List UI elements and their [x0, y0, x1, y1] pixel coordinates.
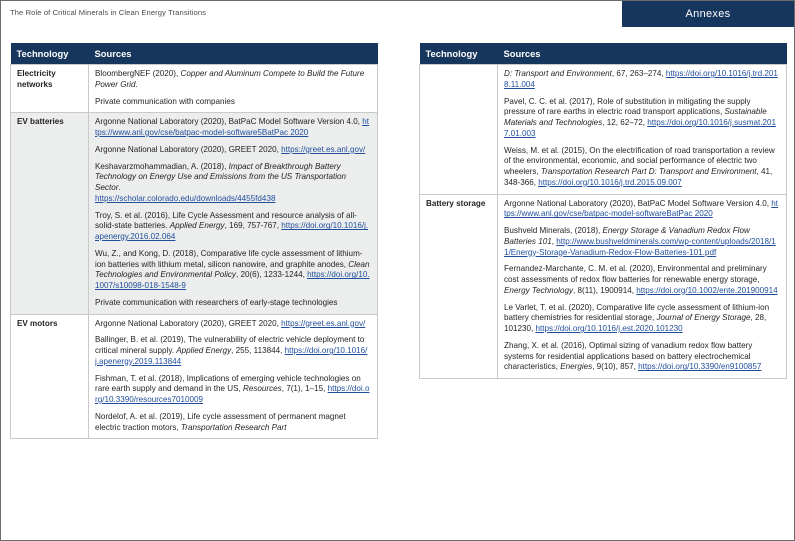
source-entry	[95, 335, 371, 367]
source-entry	[95, 145, 371, 156]
source-link[interactable]: https://www.anl.gov/cse/batpac-model-software5BatPac 2020	[95, 117, 370, 137]
source-link[interactable]: https://scholar.colorado.edu/downloads/4455fd438	[95, 193, 276, 203]
source-text: ,	[551, 236, 557, 246]
sources-table-left	[10, 43, 378, 439]
source-text: Fishman, T. et al. (2018), Implications of emerging vehicle technologies on rare earth supply and demand in the US,	[95, 373, 361, 394]
technology-cell: EV batteries	[11, 113, 89, 314]
source-text: Fernandez-Marchante, C. M. et al. (2020), Environmental and preliminary cost assessments of redox flow batteries for renewable energy storage,	[504, 264, 767, 284]
source-entry	[95, 298, 371, 309]
source-italic-text: Applied Energy	[176, 346, 232, 355]
source-italic-text: Resources	[243, 384, 282, 394]
source-text: , 255, 113844,	[231, 346, 285, 355]
source-link[interactable]: http://www.bushveldminerals.com/wp-content/uploads/2018/11/Energy-Storage-Vanadium-Redox-Flow-Batteries-101.pdf	[504, 236, 776, 257]
technology-cell: EV motors	[11, 314, 89, 439]
right-column	[419, 43, 787, 379]
source-entry	[504, 97, 780, 140]
column-header-sources: Sources	[89, 43, 378, 65]
left-column	[10, 43, 378, 439]
source-text: .	[118, 183, 121, 192]
column-header-technology: Technology	[11, 43, 89, 65]
source-italic-text: Transportation Research Part	[180, 422, 287, 432]
source-text: Private communication with researchers of early-stage technologies	[95, 297, 338, 307]
column-header-sources: Sources	[498, 43, 787, 65]
source-text: Argonne National Laboratory (2020), GREET 2020,	[95, 144, 282, 154]
source-text: Bushveld Minerals, (2018),	[504, 226, 603, 235]
source-entry	[95, 211, 371, 243]
source-italic-text: Sustainable Materials and Technologies	[504, 107, 767, 127]
running-title: The Role of Critical Minerals in Clean Energy Transitions	[10, 8, 207, 17]
source-link[interactable]: https://greet.es.anl.gov/	[281, 144, 366, 154]
source-link[interactable]: https://doi.org/10.1016/j.est.2020.101230	[535, 324, 683, 333]
source-text: Nordelof, A. et al. (2019), Life cycle assessment of permanent magnet electric traction motors,	[95, 411, 346, 432]
table-body-right	[420, 65, 787, 379]
sources-table-right	[419, 43, 787, 379]
source-link[interactable]: https://doi.org/10.1007/s10098-018-1548-9	[95, 270, 370, 290]
source-text: , 169, 757-767,	[224, 221, 282, 231]
source-link[interactable]: https://www.anl.gov/cse/batpac-model-softwareBatPac 2020	[504, 198, 779, 219]
source-entry	[95, 69, 371, 91]
source-text: BloombergNEF (2020),	[95, 69, 181, 78]
table-row	[420, 194, 787, 379]
source-link[interactable]: https://doi.org/10.1016/j.apenergy.2016.02.064	[95, 221, 369, 241]
source-entry	[504, 303, 780, 335]
column-header-technology: Technology	[420, 43, 498, 65]
source-link[interactable]: https://doi.org/10.1016/j.trd.2015.09.007	[538, 177, 682, 187]
table-header-row	[11, 43, 378, 65]
source-entry	[95, 117, 371, 139]
source-link[interactable]: https://doi.org/10.1002/ente.201900914	[636, 285, 778, 295]
source-text: Weiss, M. et al. (2015), On the electrification of road transportation a review of the environmental, economic, and social performance of electric two wheelers,	[504, 145, 775, 176]
page-header	[1, 1, 794, 27]
source-text: Private communication with companies	[95, 96, 235, 106]
source-italic-text: Energies	[560, 362, 593, 372]
table-row	[11, 113, 378, 314]
table-header-row	[420, 43, 787, 65]
source-text: Ballinger, B. et al. (2019), The vulnerability of electric vehicle deployment to critical mineral supply.	[95, 335, 365, 355]
technology-cell	[420, 65, 498, 195]
source-italic-text: Energy Technology	[504, 285, 573, 295]
table-body-left	[11, 65, 378, 439]
sources-cell	[89, 65, 378, 113]
source-link[interactable]: https://greet.es.anl.gov/	[281, 318, 366, 328]
source-text: , 9(10), 857,	[592, 362, 639, 372]
source-text: , 28, 101230,	[504, 313, 767, 333]
source-text: , 41, 348-366,	[504, 167, 773, 187]
source-text: Le Varlet, T. et al. (2020), Comparative life cycle assessment of lithium-ion battery chemistries for residential storage,	[504, 302, 770, 323]
source-entry	[504, 69, 780, 91]
technology-cell: Battery storage	[420, 194, 498, 379]
source-link[interactable]: https://doi.org/10.3390/resources7010009	[95, 384, 370, 404]
source-entry	[504, 341, 780, 373]
source-entry	[95, 162, 371, 205]
source-text: , 12, 62–72,	[602, 118, 648, 127]
source-entry	[95, 412, 371, 434]
source-text: Wu, Z., and Kong, D. (2018), Comparative life cycle assessment of lithium-ion batteries with lithium metal, silicon nanowire, and graphite anodes,	[95, 248, 363, 269]
source-text: Argonne National Laboratory (2020), BatPaC Model Software Version 4.0,	[95, 117, 363, 127]
source-text: , 67, 263–274,	[611, 69, 666, 78]
source-text: Keshavarzmohammadian, A. (2018),	[95, 161, 229, 171]
source-link[interactable]: https://doi.org/10.1016/j.trd.2018.11.004	[504, 69, 778, 89]
source-text: .	[135, 79, 138, 89]
source-italic-text: Journal of Energy Storage	[656, 313, 751, 323]
source-italic-text: Copper and Aluminum Compete to Build the Future Power Grid	[95, 69, 365, 89]
sources-cell	[89, 314, 378, 439]
source-entry	[95, 97, 371, 108]
source-text: Argonne National Laboratory (2020), BatPaC Model Software Version 4.0,	[504, 198, 772, 208]
technology-cell: Electricity networks	[11, 65, 89, 113]
sources-cell	[89, 113, 378, 314]
source-link[interactable]: https://doi.org/10.1016/j.susmat.2017.01.003	[504, 118, 776, 138]
source-entry	[95, 319, 371, 330]
table-row	[420, 65, 787, 195]
source-italic-text: Clean Technologies and Environmental Policy	[95, 259, 370, 280]
source-text: Zhang, X. et al. (2016), Optimal sizing of vanadium redox flow battery systems for residential applications based on battery electrochemical characteristics,	[504, 340, 753, 372]
source-entry	[95, 374, 371, 406]
source-italic-text: Energy Storage & Vanadium Redox Flow Batteries 101	[504, 226, 750, 246]
source-entry	[504, 146, 780, 189]
source-text: Troy, S. et al. (2016), Life Cycle Assessment and resource analysis of all-solid-state batteries.	[95, 210, 357, 231]
source-text: , 20(6), 1233-1244,	[235, 270, 308, 280]
table-row	[11, 65, 378, 113]
source-link[interactable]: https://doi.org/10.1016/j.apenergy.2019.113844	[95, 346, 368, 366]
source-italic-text: D: Transport and Environment	[504, 69, 612, 78]
source-italic-text: Applied Energy	[169, 221, 225, 231]
sources-cell	[498, 65, 787, 195]
table-row	[11, 314, 378, 439]
source-italic-text: Transportation Research Part D: Transport and Environment	[540, 167, 757, 176]
section-tab-annexes: Annexes	[622, 1, 794, 27]
source-entry	[504, 226, 780, 258]
source-entry	[504, 264, 780, 296]
source-entry	[95, 249, 371, 292]
source-link[interactable]: https://doi.org/10.3390/en9100857	[638, 362, 762, 372]
source-text: , 8(11), 1900914,	[573, 285, 637, 295]
sources-cell	[498, 194, 787, 379]
source-text: , 7(1), 1–15,	[281, 384, 328, 394]
source-italic-text: Impact of Breakthrough Battery Technology on Energy Use and Emissions from the US Transportation Sector	[95, 161, 347, 192]
source-entry	[504, 199, 780, 221]
source-text: Pavel, C. C. et al. (2017), Role of substitution in mitigating the supply pressure of rare earths in electric road transport applications,	[504, 96, 751, 117]
source-text: Argonne National Laboratory (2020), GREET 2020,	[95, 318, 282, 328]
